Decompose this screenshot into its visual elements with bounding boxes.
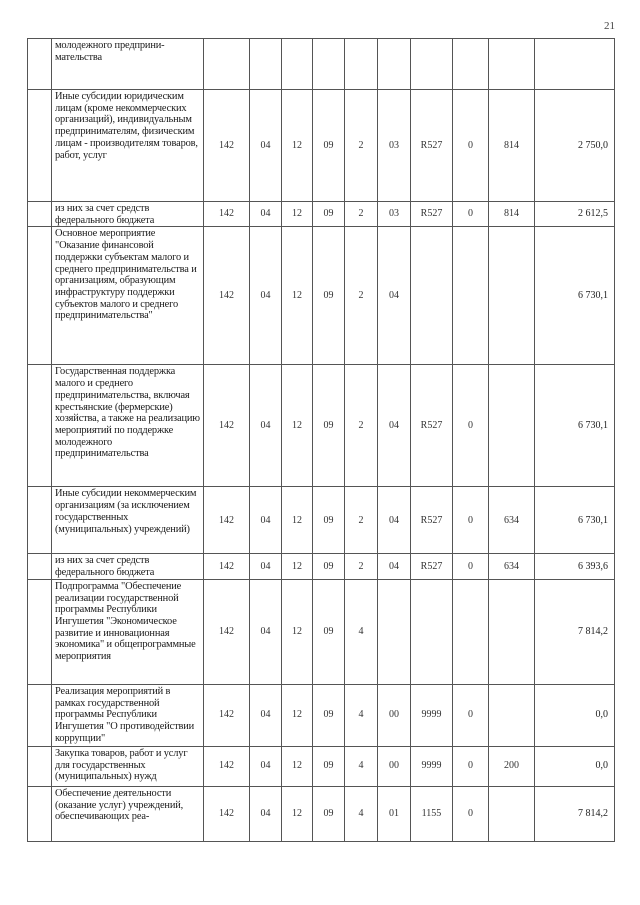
budget-table	[27, 38, 615, 842]
subprogram-code: 2	[345, 202, 378, 227]
expense-type-code: 814	[489, 90, 535, 202]
event-code	[378, 39, 411, 90]
program-code: 09	[313, 227, 345, 365]
row-margin-cell	[28, 554, 52, 579]
subprogram-code: 2	[345, 90, 378, 202]
item-name: Иные субсидии некоммерческим организациям (за исключением государственных (муниципальных) учреждений)	[52, 487, 204, 554]
row-margin-cell	[28, 684, 52, 746]
section-code: 04	[250, 227, 282, 365]
section-code: 04	[250, 90, 282, 202]
sub-direction-code: 0	[453, 202, 489, 227]
admin-code: 142	[204, 90, 250, 202]
table-row	[28, 487, 615, 554]
subprogram-code: 2	[345, 554, 378, 579]
subsection-code: 12	[282, 227, 313, 365]
direction-code: 9999	[411, 746, 453, 786]
expense-type-code: 634	[489, 554, 535, 579]
section-code	[250, 39, 282, 90]
subprogram-code: 2	[345, 487, 378, 554]
subprogram-code: 4	[345, 579, 378, 684]
program-code: 09	[313, 579, 345, 684]
subsection-code: 12	[282, 746, 313, 786]
item-name: Закупка товаров, работ и услуг для государственных (муниципальных) нужд	[52, 746, 204, 786]
subprogram-code: 2	[345, 365, 378, 487]
program-code: 09	[313, 554, 345, 579]
table-row	[28, 365, 615, 487]
sub-direction-code: 0	[453, 746, 489, 786]
direction-code: R527	[411, 202, 453, 227]
event-code: 04	[378, 487, 411, 554]
amount: 7 814,2	[535, 786, 615, 841]
row-margin-cell	[28, 746, 52, 786]
section-code: 04	[250, 786, 282, 841]
item-name: Основное мероприятие "Оказание финансовой поддержки субъектам малого и среднего предпринимательства и организациям, образующим инфраструктуру поддержки субъектов малого и среднего предпринимательства"	[52, 227, 204, 365]
subsection-code	[282, 39, 313, 90]
row-margin-cell	[28, 487, 52, 554]
event-code	[378, 579, 411, 684]
direction-code	[411, 39, 453, 90]
subsection-code: 12	[282, 202, 313, 227]
subsection-code: 12	[282, 554, 313, 579]
expense-type-code	[489, 365, 535, 487]
program-code	[313, 39, 345, 90]
section-code: 04	[250, 487, 282, 554]
admin-code: 142	[204, 487, 250, 554]
expense-type-code	[489, 786, 535, 841]
item-name: Иные субсидии юридическим лицам (кроме некоммерческих организаций), индивидуальным предпринимателям, физическим лицам - производителям товаров, работ, услуг	[52, 90, 204, 202]
subsection-code: 12	[282, 487, 313, 554]
row-margin-cell	[28, 202, 52, 227]
sub-direction-code	[453, 39, 489, 90]
subprogram-code: 4	[345, 746, 378, 786]
subsection-code: 12	[282, 786, 313, 841]
admin-code: 142	[204, 746, 250, 786]
row-margin-cell	[28, 39, 52, 90]
event-code: 00	[378, 746, 411, 786]
sub-direction-code	[453, 227, 489, 365]
amount: 2 612,5	[535, 202, 615, 227]
amount	[535, 39, 615, 90]
table-row	[28, 579, 615, 684]
expense-type-code	[489, 227, 535, 365]
sub-direction-code: 0	[453, 487, 489, 554]
direction-code	[411, 579, 453, 684]
subprogram-code: 2	[345, 227, 378, 365]
admin-code: 142	[204, 786, 250, 841]
expense-type-code	[489, 39, 535, 90]
item-name: Подпрограмма "Обеспечение реализации государственной программы Республики Ингушетия "Экономическое развитие и инновационная экономика" и общепрограммные мероприятия	[52, 579, 204, 684]
direction-code	[411, 227, 453, 365]
expense-type-code: 200	[489, 746, 535, 786]
amount: 2 750,0	[535, 90, 615, 202]
amount: 0,0	[535, 684, 615, 746]
event-code: 00	[378, 684, 411, 746]
page-number: 21	[604, 20, 615, 32]
sub-direction-code	[453, 579, 489, 684]
sub-direction-code: 0	[453, 684, 489, 746]
sub-direction-code: 0	[453, 554, 489, 579]
amount: 0,0	[535, 746, 615, 786]
row-margin-cell	[28, 365, 52, 487]
event-code: 04	[378, 554, 411, 579]
row-margin-cell	[28, 227, 52, 365]
event-code: 04	[378, 365, 411, 487]
amount: 7 814,2	[535, 579, 615, 684]
table-row	[28, 227, 615, 365]
item-name: из них за счет средств федерального бюджета	[52, 202, 204, 227]
subprogram-code	[345, 39, 378, 90]
amount: 6 393,6	[535, 554, 615, 579]
expense-type-code	[489, 684, 535, 746]
table-row	[28, 90, 615, 202]
table-row	[28, 39, 615, 90]
section-code: 04	[250, 554, 282, 579]
direction-code: 9999	[411, 684, 453, 746]
program-code: 09	[313, 202, 345, 227]
row-margin-cell	[28, 579, 52, 684]
expense-type-code: 814	[489, 202, 535, 227]
direction-code: R527	[411, 554, 453, 579]
item-name: молодежного предприни- мательства	[52, 39, 204, 90]
row-margin-cell	[28, 786, 52, 841]
program-code: 09	[313, 786, 345, 841]
subsection-code: 12	[282, 684, 313, 746]
subprogram-code: 4	[345, 786, 378, 841]
subprogram-code: 4	[345, 684, 378, 746]
amount: 6 730,1	[535, 227, 615, 365]
table-body	[28, 39, 615, 842]
row-margin-cell	[28, 90, 52, 202]
program-code: 09	[313, 684, 345, 746]
section-code: 04	[250, 746, 282, 786]
admin-code: 142	[204, 554, 250, 579]
program-code: 09	[313, 487, 345, 554]
section-code: 04	[250, 202, 282, 227]
subsection-code: 12	[282, 579, 313, 684]
section-code: 04	[250, 579, 282, 684]
admin-code	[204, 39, 250, 90]
section-code: 04	[250, 365, 282, 487]
item-name: Государственная поддержка малого и среднего предпринимательства, включая крестьянские (фермерские) хозяйства, а также на реализацию мероприятий по поддержке молодежного предпринимательства	[52, 365, 204, 487]
sub-direction-code: 0	[453, 90, 489, 202]
program-code: 09	[313, 90, 345, 202]
table-row	[28, 786, 615, 841]
admin-code: 142	[204, 227, 250, 365]
event-code: 03	[378, 202, 411, 227]
admin-code: 142	[204, 579, 250, 684]
subsection-code: 12	[282, 90, 313, 202]
program-code: 09	[313, 746, 345, 786]
event-code: 04	[378, 227, 411, 365]
subsection-code: 12	[282, 365, 313, 487]
amount: 6 730,1	[535, 487, 615, 554]
item-name: Реализация мероприятий в рамках государственной программы Республики Ингушетия "О противодействии коррупции"	[52, 684, 204, 746]
item-name: Обеспечение деятельности (оказание услуг) учреждений, обеспечивающих реа-	[52, 786, 204, 841]
direction-code: R527	[411, 90, 453, 202]
amount: 6 730,1	[535, 365, 615, 487]
table-row	[28, 746, 615, 786]
direction-code: R527	[411, 487, 453, 554]
event-code: 03	[378, 90, 411, 202]
expense-type-code: 634	[489, 487, 535, 554]
admin-code: 142	[204, 684, 250, 746]
direction-code: R527	[411, 365, 453, 487]
item-name: из них за счет средств федерального бюджета	[52, 554, 204, 579]
expense-type-code	[489, 579, 535, 684]
sub-direction-code: 0	[453, 786, 489, 841]
event-code: 01	[378, 786, 411, 841]
sub-direction-code: 0	[453, 365, 489, 487]
table-row	[28, 554, 615, 579]
table-row	[28, 202, 615, 227]
admin-code: 142	[204, 202, 250, 227]
table-row	[28, 684, 615, 746]
section-code: 04	[250, 684, 282, 746]
program-code: 09	[313, 365, 345, 487]
admin-code: 142	[204, 365, 250, 487]
direction-code: 1155	[411, 786, 453, 841]
